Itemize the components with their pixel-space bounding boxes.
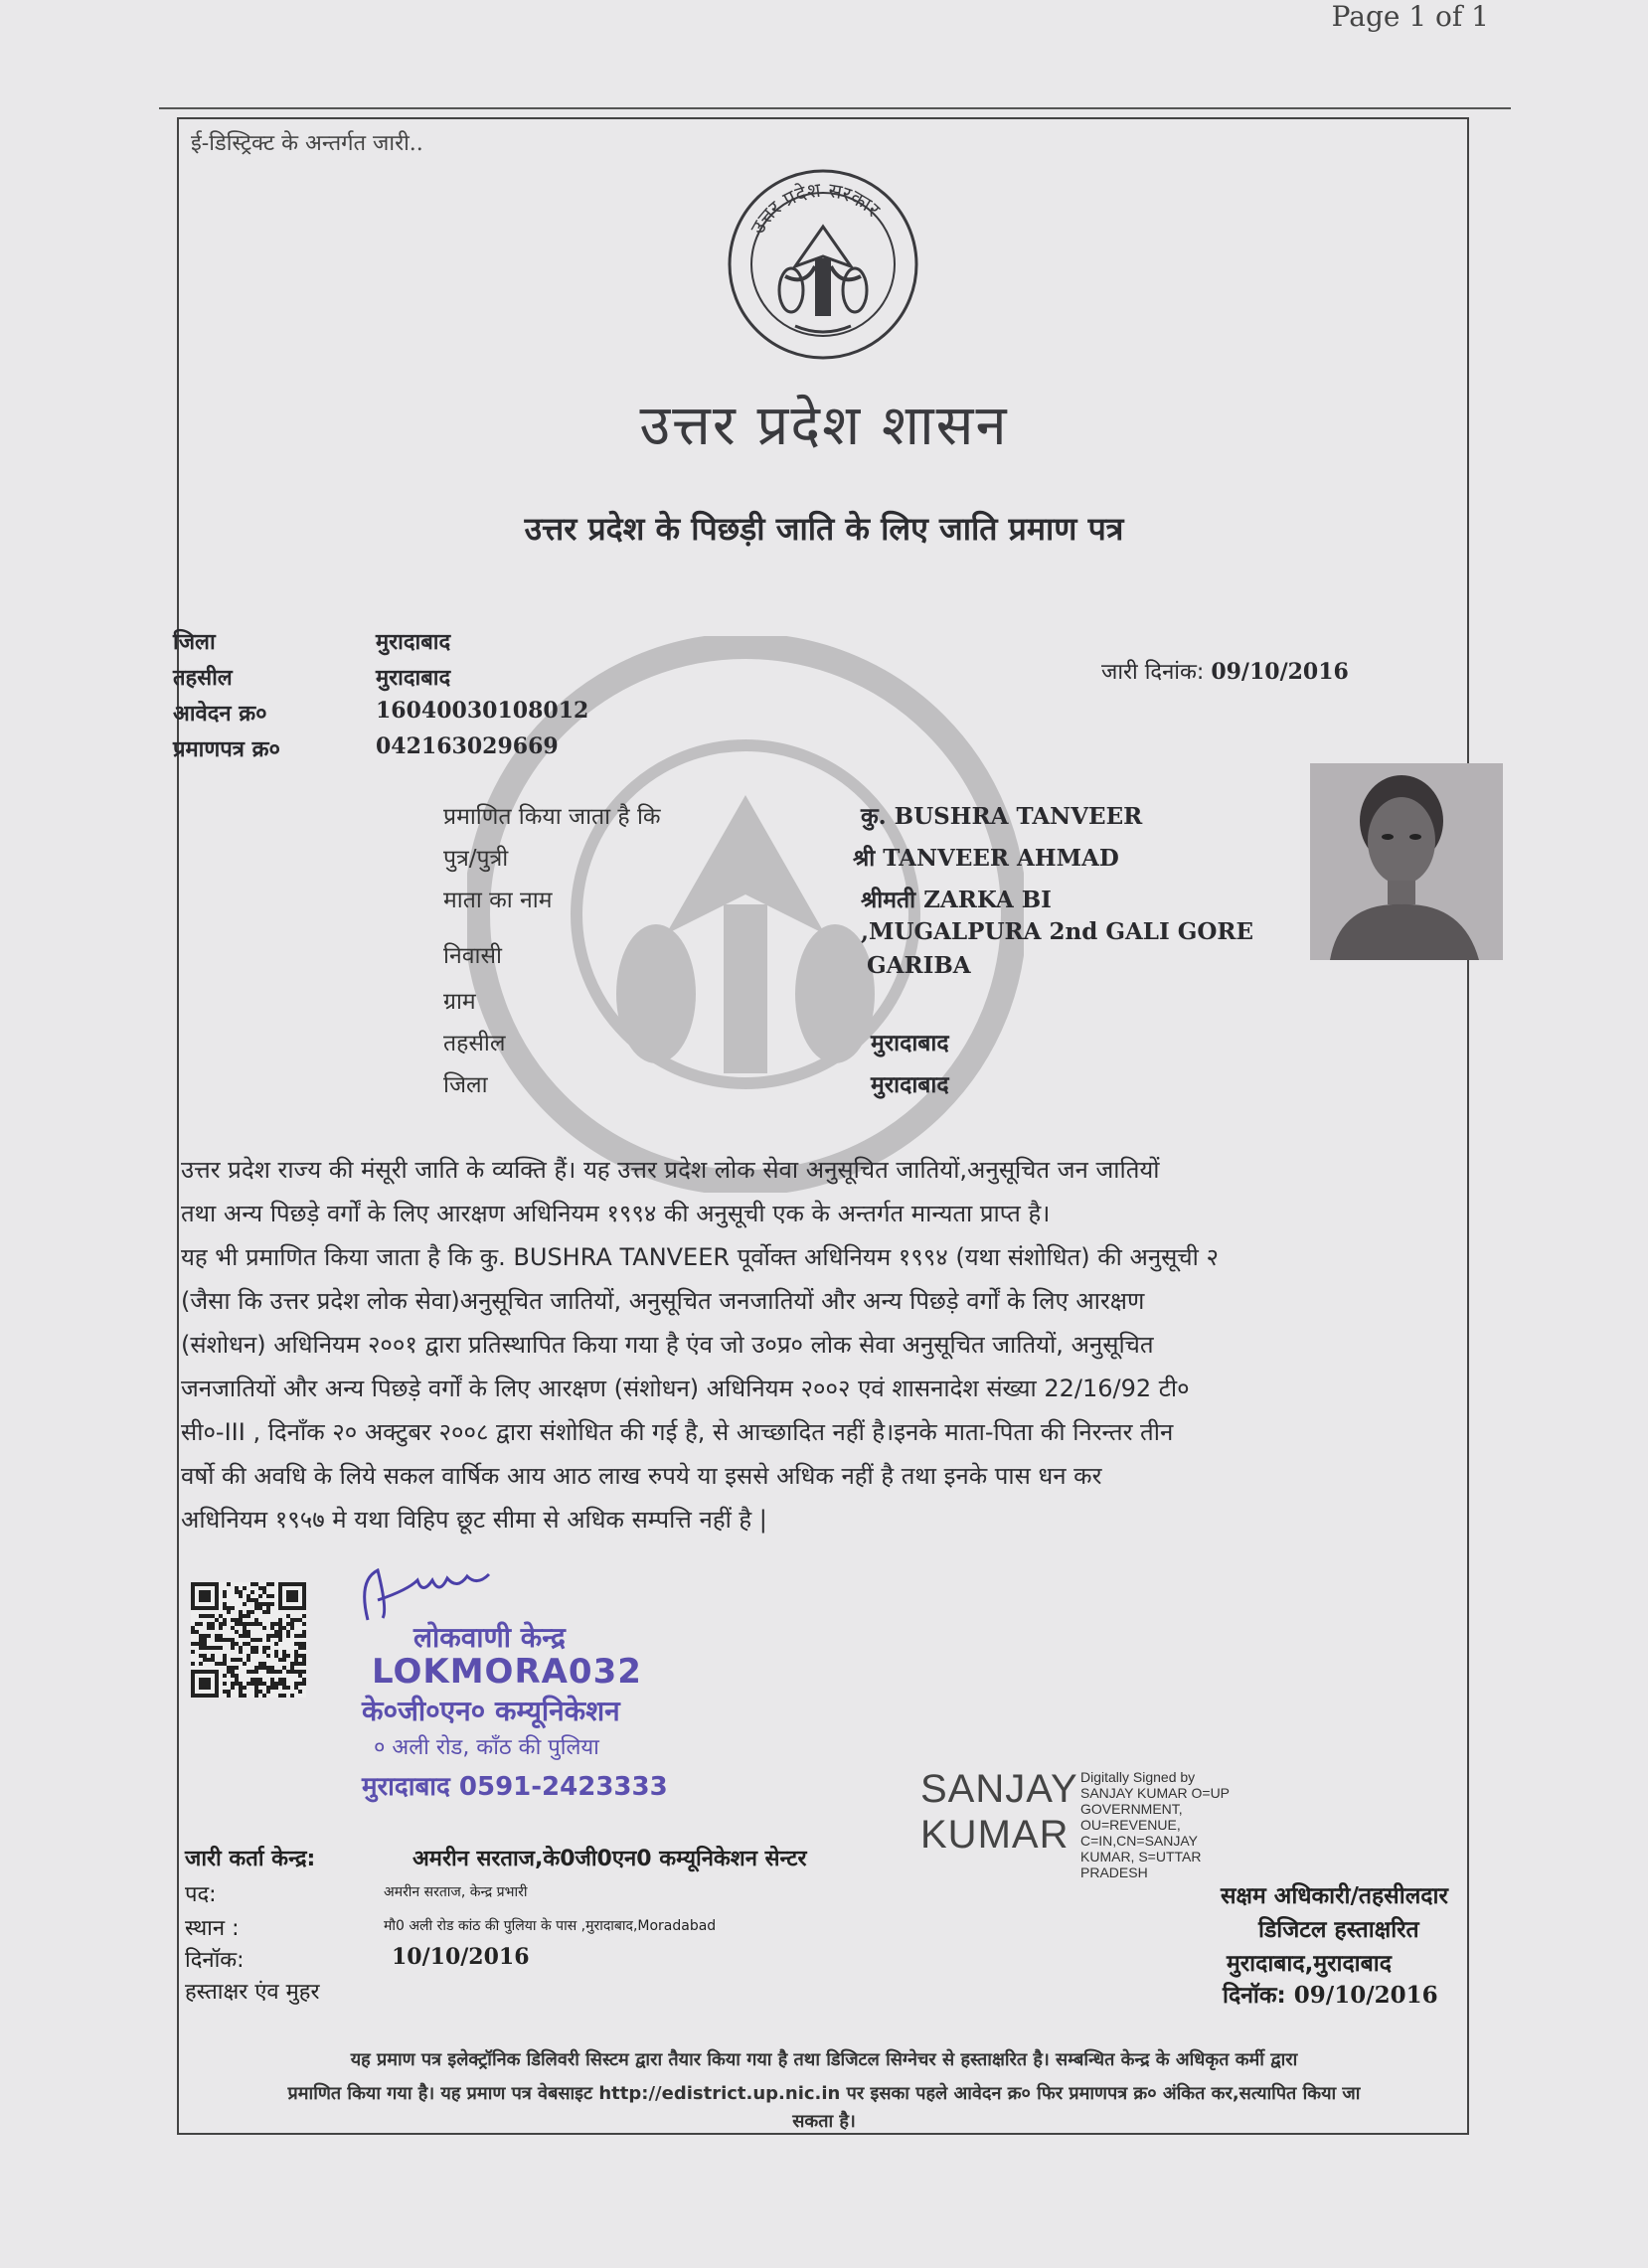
body-line-7: सी०-III , दिनाँक २० अक्टुबर २००८ द्वारा संशोधित की गई है, से आच्छादित नहीं है।इनके माता-पिता की निरन्तर तीन: [181, 1418, 1174, 1446]
tehsil-value: मुरादाबाद: [376, 666, 451, 691]
certificate-no-value: 042163029669: [376, 733, 559, 759]
father-label: पुत्र/पुत्री: [443, 846, 509, 872]
body-line-2: तथा अन्य पिछड़े वर्गों के लिए आरक्षण अधिनियम १९९४ की अनुसूची एक के अन्तर्गत मान्यता प्राप्त है।: [181, 1200, 1051, 1227]
issued-under-note: ई-डिस्ट्रिक्ट के अन्तर्गत जारी..: [191, 131, 423, 156]
up-emblem-icon: [726, 167, 920, 362]
applicant-photo: [1310, 763, 1503, 960]
father-name-value: श्री TANVEER AHMAD: [853, 845, 1119, 872]
person-district-label: जिला: [443, 1072, 488, 1098]
body-line-9: अधिनियम १९५७ मे यथा विहिप छूट सीमा से अधिक सम्पत्ति नहीं है |: [181, 1506, 767, 1534]
stamp-company: के०जी०एन० कम्यूनिकेशन: [362, 1695, 620, 1727]
person-district-value: मुरादाबाद: [871, 1072, 949, 1098]
authority-location: मुरादाबाद,मुरादाबाद: [1227, 1951, 1392, 1977]
residence-value: ,MUGALPURA 2nd GALI GORE: [861, 918, 1254, 945]
digital-signer-name-1: SANJAY: [920, 1767, 1078, 1811]
digital-signer-name-2: KUMAR: [920, 1813, 1070, 1857]
issue-date-value: 09/10/2016: [1211, 659, 1349, 685]
stamp-center-label: लोकवाणी केन्द्र: [413, 1621, 566, 1654]
person-tehsil-value: मुरादाबाद: [871, 1031, 949, 1056]
authority-title: सक्षम अधिकारी/तहसीलदार: [1221, 1883, 1448, 1909]
footer-line-1: यह प्रमाण पत्र इलेक्ट्रॉनिक डिलिवरी सिस्टम द्वारा तैयार किया गया है तथा डिजिटल सिग्नेचर से हस्ताक्षरित है। सम्बन्धित केन्द्र के अधिकृत कर्मी द्वारा: [350, 2049, 1298, 2070]
mother-label: माता का नाम: [443, 888, 553, 913]
body-line-4: (जैसा कि उत्तर प्रदेश लोक सेवा)अनुसूचित जातियों, अनुसूचित जनजातियों और अन्य पिछड़े वर्गों के लिए आरक्षण: [181, 1287, 1145, 1315]
issue-date: [1101, 656, 1349, 686]
certificate-title: उत्तर प्रदेश के पिछड़ी जाति के लिए जाति प्रमाण पत्र: [524, 510, 1124, 548]
body-line-5: (संशोधन) अधिनियम २००१ द्वारा प्रतिस्थापित किया गया है एंव जो उ०प्र० लोक सेवा अनुसूचित जातियों, अनुसूचित: [181, 1331, 1154, 1359]
page-number: Page 1 of 1: [1331, 0, 1489, 33]
district-label: जिला: [173, 630, 216, 655]
sign-seal-label: हस्ताक्षर एंव मुहर: [185, 1980, 320, 2005]
village-label: ग्राम: [443, 989, 476, 1015]
digital-signature-details: Digitally Signed by SANJAY KUMAR O=UP GOVERNMENT, OU=REVENUE, C=IN,CN=SANJAY KUMAR, S=UTTAR PRADESH: [1080, 1769, 1230, 1880]
top-rule: [159, 107, 1511, 109]
person-name-value: कु. BUSHRA TANVEER: [861, 803, 1143, 830]
place-value: मौ0 अली रोड कांठ की पुलिया के पास ,मुरादाबाद,Moradabad: [384, 1918, 717, 1934]
body-line-3: यह भी प्रमाणित किया जाता है कि कु. BUSHRA TANVEER पूर्वोक्त अधिनियम १९९४ (यथा संशोधित) की अनुसूची २: [181, 1243, 1219, 1271]
stamp-center-code: LOKMORA032: [372, 1652, 642, 1692]
digitally-signed-label: डिजिटल हस्ताक्षरित: [1258, 1917, 1419, 1943]
certify-label: प्रमाणित किया जाता है कि: [443, 804, 661, 830]
residence-label: निवासी: [443, 943, 502, 969]
body-line-1: उत्तर प्रदेश राज्य की मंसूरी जाति के व्यक्ति हैं। यह उत्तर प्रदेश लोक सेवा अनुसूचित जातियों,अनुसूचित जन जातियों: [181, 1156, 1160, 1184]
post-label: पद:: [185, 1882, 217, 1907]
mother-name-value: श्रीमती ZARKA BI: [861, 887, 1052, 913]
issuing-center-label: जारी कर्ता केन्द्र:: [185, 1847, 316, 1871]
tehsil-label: तहसील: [173, 666, 233, 691]
issuer-date-label: दिनॉक:: [185, 1948, 245, 1973]
person-tehsil-label: तहसील: [443, 1031, 506, 1056]
authority-date-value: 09/10/2016: [1293, 1982, 1438, 2009]
application-no-label: आवेदन क्र०: [173, 702, 267, 727]
authority-date: [1223, 1978, 1438, 2010]
qr-code: [191, 1582, 306, 1698]
stamp-address: ० अली रोड, काँठ की पुलिया: [374, 1735, 599, 1760]
certificate-no-label: प्रमाणपत्र क्र०: [173, 737, 280, 762]
issuer-date-value: 10/10/2016: [392, 1944, 530, 1970]
residence-value-line2: GARIBA: [867, 952, 971, 979]
footer-line-2: प्रमाणित किया गया है। यह प्रमाण पत्र वेबसाइट http://edistrict.up.nic.in पर इसका पहले आवेदन क्र० फिर प्रमाणपत्र क्र० अंकित कर,सत्यापित किया जा: [287, 2083, 1361, 2104]
issue-date-label: जारी दिनांक:: [1101, 660, 1205, 685]
issuing-center-value: अमरीन सरताज,के0जी0एन0 कम्यूनिकेशन सेन्टर: [412, 1847, 807, 1871]
application-no-value: 16040030108012: [376, 698, 589, 724]
place-label: स्थान :: [185, 1916, 240, 1941]
footer-line-3: सकता है।: [792, 2111, 856, 2132]
svg-text:उत्तर प्रदेश सरकार: उत्तर प्रदेश सरकार: [744, 177, 886, 239]
government-title: उत्तर प्रदेश शासन: [639, 394, 1009, 458]
stamp-phone: मुरादाबाद 0591-2423333: [362, 1772, 668, 1802]
post-value: अमरीन सरताज, केन्द्र प्रभारी: [384, 1884, 528, 1900]
body-line-6: जनजातियों और अन्य पिछड़े वर्गों के लिए आरक्षण (संशोधन) अधिनियम २००२ एवं शासनादेश संख्या 22/16/92 टी०: [181, 1375, 1190, 1402]
body-line-8: वर्षो की अवधि के लिये सकल वार्षिक आय आठ लाख रुपये या इससे अधिक नहीं है तथा इनके पास धन कर: [181, 1462, 1102, 1490]
district-value: मुरादाबाद: [376, 630, 451, 655]
authority-date-label: दिनॉक:: [1223, 1983, 1286, 2009]
